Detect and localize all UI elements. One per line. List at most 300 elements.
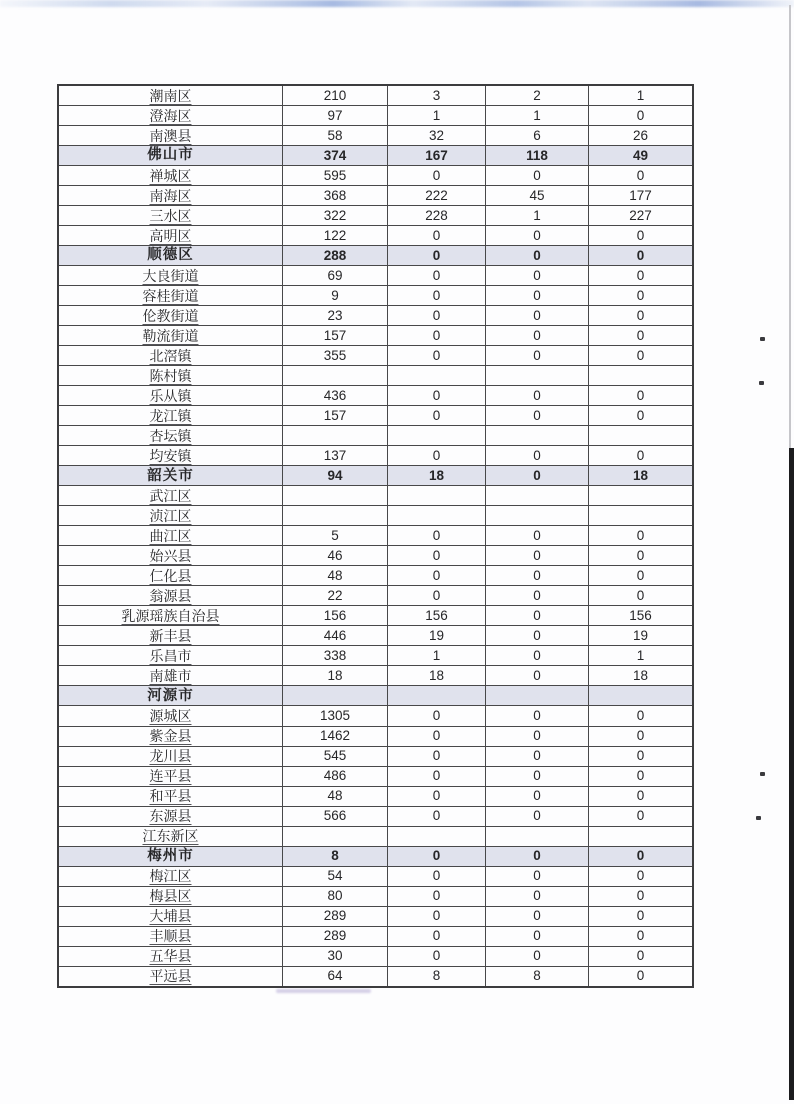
region-name: 陈村镇 [149,367,192,384]
table-row [59,927,692,947]
value-cell: 0 [388,867,486,886]
value-cell: 0 [388,787,486,806]
value-cell: 0 [388,246,486,265]
scan-dot [759,381,764,385]
table-row [59,606,692,626]
table-row [59,226,692,246]
value-cell: 0 [388,586,486,605]
region-name: 伦教街道 [142,307,199,324]
region-name-cell [59,106,283,125]
value-cell: 18 [388,666,486,685]
table-row [59,566,692,586]
region-name-cell [59,927,283,946]
value-cell [589,486,692,505]
value-cell: 446 [283,626,388,645]
table-row [59,546,692,566]
value-cell: 19 [632,628,649,644]
table-row [59,947,692,967]
value-cell [589,827,692,846]
value-cell: 22 [283,586,388,605]
value-cell: 64 [283,967,388,986]
value-cell: 0 [486,626,589,645]
value-cell: 0 [636,227,645,243]
region-name-cell [59,526,283,545]
region-name-cell [59,486,283,505]
value-cell: 0 [636,327,645,343]
value-cell: 1305 [283,706,388,725]
value-cell: 0 [388,747,486,766]
value-cell [388,486,486,505]
value-cell: 0 [388,266,486,285]
value-cell: 1462 [283,727,388,746]
value-cell: 436 [283,386,388,405]
region-name-cell [59,566,283,585]
value-cell: 1 [486,106,589,125]
table-row [59,306,692,326]
value-cell: 156 [283,606,388,625]
value-cell: 156 [629,608,652,624]
value-cell: 48 [283,787,388,806]
table-row [59,446,692,466]
value-cell: 0 [388,226,486,245]
table-row [59,767,692,787]
value-cell: 6 [486,126,589,145]
region-name-cell [59,186,283,205]
value-cell [486,686,589,705]
value-cell: 157 [283,326,388,345]
table-row [59,86,692,106]
region-name-cell [59,206,283,225]
table-row [59,106,692,126]
table-row [59,506,692,526]
value-cell: 0 [636,267,645,283]
value-cell: 0 [636,448,645,464]
value-cell: 0 [388,807,486,826]
region-name: 源城区 [149,707,192,724]
region-name-cell [59,787,283,806]
value-cell: 0 [636,768,645,784]
value-cell [388,506,486,525]
region-name-cell [59,166,283,185]
region-name: 丰顺县 [149,928,192,945]
value-cell: 1 [486,206,589,225]
region-name: 顺德区 [147,247,194,264]
value-cell: 0 [486,246,589,265]
value-cell: 156 [388,606,486,625]
table-row-city-summary [59,466,692,486]
region-name: 曲江区 [149,527,192,544]
region-name: 仁化县 [149,567,192,584]
value-cell: 137 [283,446,388,465]
region-name: 高明区 [149,227,192,244]
region-name: 龙川县 [149,748,192,765]
region-name-cell [59,827,283,846]
region-name: 紫金县 [149,728,192,744]
value-cell [486,827,589,846]
scan-artifact-right-line [789,5,791,448]
value-cell: 69 [283,266,388,285]
value-cell: 0 [636,708,645,724]
region-name-cell [59,847,283,866]
region-name-cell [59,807,283,826]
value-cell: 0 [486,226,589,245]
region-name-cell [59,466,283,485]
value-cell: 9 [283,286,388,305]
value-cell: 0 [486,466,589,485]
value-cell: 0 [486,847,589,866]
region-name-cell [59,747,283,766]
table-row [59,326,692,346]
region-name-cell [59,586,283,605]
table-row [59,907,692,927]
value-cell: 5 [283,526,388,545]
value-cell: 0 [486,606,589,625]
region-name: 北滘镇 [149,347,192,364]
value-cell: 566 [283,807,388,826]
value-cell: 0 [486,166,589,185]
value-cell: 0 [636,167,645,183]
value-cell: 32 [388,126,486,145]
scan-artifact-top-edge [0,0,794,7]
region-name-cell [59,546,283,565]
value-cell [283,827,388,846]
region-name: 佛山市 [147,147,194,164]
value-cell: 289 [283,907,388,926]
table-row [59,586,692,606]
value-cell: 54 [283,867,388,886]
table-row-city-summary [59,847,692,867]
value-cell [388,827,486,846]
value-cell: 0 [486,747,589,766]
region-name: 浈江区 [149,507,192,524]
value-cell: 0 [636,588,645,604]
value-cell: 0 [636,928,645,944]
table-row [59,286,692,306]
value-cell [589,426,692,445]
value-cell: 19 [388,626,486,645]
value-cell: 0 [388,286,486,305]
value-cell [486,506,589,525]
region-name: 梅州市 [147,847,194,864]
region-name-cell [59,947,283,966]
region-name-cell [59,626,283,645]
region-name-cell [59,126,283,145]
value-cell: 0 [486,566,589,585]
value-cell [388,686,486,705]
value-cell: 1 [388,646,486,665]
value-cell: 227 [629,207,652,223]
value-cell: 23 [283,306,388,325]
table-row [59,967,692,986]
region-name-cell [59,686,283,705]
value-cell: 0 [388,887,486,906]
table-row [59,706,692,726]
region-name-cell [59,506,283,525]
value-cell: 0 [636,728,645,744]
region-name-cell [59,346,283,365]
value-cell: 167 [388,146,486,165]
value-cell: 49 [632,147,649,163]
region-name: 和平县 [149,788,192,805]
region-name: 东源县 [149,808,192,825]
value-cell: 0 [636,568,645,584]
value-cell: 222 [388,186,486,205]
region-name: 南雄市 [149,667,192,684]
value-cell: 94 [283,466,388,485]
value-cell: 355 [283,346,388,365]
region-name-cell [59,266,283,285]
table-row [59,827,692,847]
value-cell: 0 [636,808,645,824]
value-cell: 118 [486,146,589,165]
value-cell: 157 [283,406,388,425]
value-cell: 0 [486,446,589,465]
region-name-cell [59,887,283,906]
region-name-cell [59,867,283,886]
value-cell: 0 [636,908,645,924]
region-name: 勒流街道 [142,327,199,344]
value-cell: 0 [388,166,486,185]
table-row [59,186,692,206]
table-row [59,386,692,406]
value-cell [283,486,388,505]
value-cell: 0 [636,287,645,303]
value-cell: 1 [636,648,645,664]
table-row [59,867,692,887]
value-cell: 0 [388,546,486,565]
value-cell: 0 [636,868,645,884]
value-cell [589,506,692,525]
value-cell: 0 [486,807,589,826]
scan-artifact-right-bar [789,448,794,1100]
region-name: 平远县 [149,968,192,985]
value-cell: 0 [486,526,589,545]
value-cell: 3 [388,86,486,105]
region-name: 韶关市 [147,467,194,484]
value-cell: 0 [388,326,486,345]
region-name-cell [59,386,283,405]
value-cell [486,366,589,385]
region-name: 龙江镇 [149,407,192,424]
table-row [59,166,692,186]
region-statistics-table [57,84,694,988]
region-name: 新丰县 [149,627,192,644]
region-name-cell [59,646,283,665]
value-cell: 0 [486,646,589,665]
scan-dot [760,772,765,776]
value-cell: 486 [283,767,388,786]
value-cell [283,686,388,705]
region-name-cell [59,967,283,986]
value-cell [283,506,388,525]
value-cell [283,426,388,445]
region-name-cell [59,146,283,165]
table-row [59,747,692,767]
region-name-cell [59,406,283,425]
value-cell: 0 [636,948,645,964]
region-name: 容桂街道 [142,287,199,304]
value-cell [388,426,486,445]
region-name: 澄海区 [149,107,192,124]
value-cell: 0 [388,526,486,545]
region-name: 始兴县 [149,547,192,564]
region-name-cell [59,246,283,265]
value-cell: 0 [486,787,589,806]
region-name: 翁源县 [149,587,192,604]
value-cell [388,366,486,385]
region-name-cell [59,326,283,345]
value-cell: 46 [283,546,388,565]
table-row [59,266,692,286]
region-name: 杏坛镇 [149,427,192,444]
value-cell: 177 [629,187,652,203]
region-name: 江东新区 [142,828,199,845]
value-cell: 0 [486,887,589,906]
table-row-city-summary [59,686,692,706]
scan-dot [760,337,765,341]
value-cell: 8 [283,847,388,866]
value-cell: 1 [388,106,486,125]
value-cell: 58 [283,126,388,145]
region-name: 乐从镇 [149,387,192,404]
region-name: 南澳县 [149,127,192,144]
value-cell: 0 [388,706,486,725]
value-cell: 18 [388,466,486,485]
value-cell: 228 [388,206,486,225]
table-row [59,887,692,907]
value-cell [486,426,589,445]
region-name-cell [59,666,283,685]
region-name-cell [59,226,283,245]
value-cell: 0 [486,326,589,345]
scan-artifact-bottom-smudge [276,989,371,993]
value-cell: 0 [636,888,645,904]
value-cell: 368 [283,186,388,205]
value-cell: 0 [486,406,589,425]
value-cell: 288 [283,246,388,265]
region-name: 五华县 [149,948,192,965]
value-cell: 0 [486,666,589,685]
region-name-cell [59,86,283,105]
region-name-cell [59,306,283,325]
table-row [59,486,692,506]
value-cell: 8 [486,967,589,986]
region-name-cell [59,606,283,625]
table-row [59,206,692,226]
value-cell: 0 [486,947,589,966]
value-cell: 0 [486,346,589,365]
region-name: 禅城区 [149,167,192,184]
region-name-cell [59,426,283,445]
region-name: 大良街道 [142,267,199,284]
value-cell: 18 [632,668,649,684]
region-name-cell [59,366,283,385]
value-cell: 30 [283,947,388,966]
value-cell: 545 [283,747,388,766]
table-row-city-summary [59,246,692,266]
value-cell: 18 [632,468,649,484]
value-cell: 80 [283,887,388,906]
value-cell: 0 [388,386,486,405]
table-row [59,366,692,386]
region-name: 均安镇 [149,447,192,464]
value-cell: 18 [283,666,388,685]
value-cell: 0 [636,548,645,564]
table-row [59,626,692,646]
value-cell: 0 [486,286,589,305]
table-row [59,406,692,426]
value-cell: 0 [486,727,589,746]
region-name-cell [59,767,283,786]
table-row [59,426,692,446]
value-cell: 26 [632,127,649,143]
value-cell [589,686,692,705]
value-cell: 0 [486,386,589,405]
region-name-cell [59,286,283,305]
value-cell: 0 [388,566,486,585]
value-cell: 0 [636,247,645,263]
value-cell: 0 [388,767,486,786]
value-cell: 1 [636,87,645,103]
value-cell: 2 [486,86,589,105]
region-name-cell [59,727,283,746]
value-cell: 45 [486,186,589,205]
value-cell: 0 [486,907,589,926]
value-cell: 338 [283,646,388,665]
value-cell: 322 [283,206,388,225]
value-cell: 0 [388,406,486,425]
table-row [59,526,692,546]
region-name: 大埔县 [149,908,192,925]
region-name: 梅江区 [149,868,192,885]
value-cell: 0 [388,306,486,325]
value-cell: 0 [388,727,486,746]
region-name: 三水区 [149,207,192,224]
value-cell: 0 [388,446,486,465]
value-cell: 0 [636,968,645,984]
value-cell: 0 [636,387,645,403]
value-cell: 0 [636,107,645,123]
value-cell [283,366,388,385]
value-cell: 0 [388,907,486,926]
region-name: 河源市 [147,687,194,704]
region-name-cell [59,446,283,465]
value-cell: 210 [283,86,388,105]
value-cell: 374 [283,146,388,165]
region-name-cell [59,907,283,926]
table-row [59,646,692,666]
value-cell: 0 [486,706,589,725]
value-cell: 0 [486,867,589,886]
table-row [59,727,692,747]
value-cell: 0 [388,847,486,866]
table-row-city-summary [59,146,692,166]
value-cell: 122 [283,226,388,245]
region-name: 连平县 [149,768,192,785]
value-cell: 289 [283,927,388,946]
value-cell: 97 [283,106,388,125]
region-name: 乐昌市 [149,647,192,664]
value-cell: 0 [636,408,645,423]
region-name-cell [59,706,283,725]
value-cell: 0 [636,307,645,323]
value-cell: 0 [388,947,486,966]
value-cell [589,366,692,385]
value-cell: 0 [486,546,589,565]
value-cell: 0 [486,927,589,946]
value-cell: 0 [636,788,645,804]
region-name: 乳源瑶族自治县 [121,607,220,624]
